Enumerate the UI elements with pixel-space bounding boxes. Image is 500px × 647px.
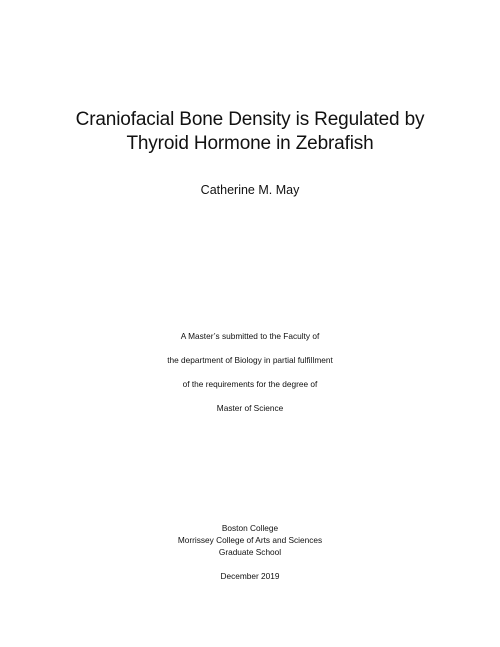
submission-line-1: A Master’s submitted to the Faculty of <box>180 331 320 341</box>
title-line-1: Craniofacial Bone Density is Regulated by <box>75 109 425 130</box>
title-line-2: Thyroid Hormone in Zebrafish <box>126 133 374 154</box>
institution-line-2: Morrissey College of Arts and Sciences <box>177 535 323 545</box>
author-name: Catherine M. May <box>200 183 300 197</box>
submission-line-2: the department of Biology in partial fulfillment <box>167 355 333 365</box>
degree-name: Master of Science <box>216 403 284 413</box>
institution-line-3: Graduate School <box>218 547 282 557</box>
institution-line-1: Boston College <box>221 523 279 533</box>
submission-line-3: of the requirements for the degree of <box>182 379 318 389</box>
submission-date: December 2019 <box>220 571 280 581</box>
